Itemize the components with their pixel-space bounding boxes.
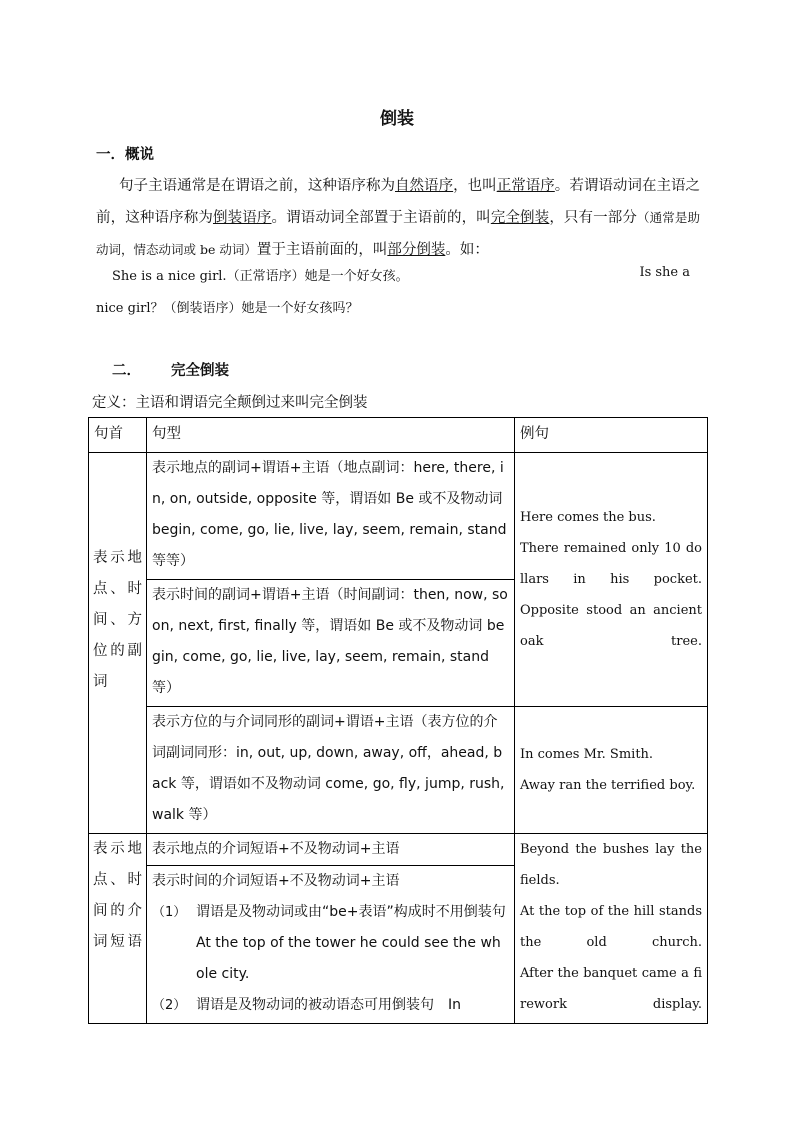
term-inverted-order: 倒装语序 [212, 210, 272, 226]
term-partial-inversion: 部分倒装 [387, 242, 446, 258]
note-item: （2） 谓语是及物动词的被动语态可用倒装句 In [152, 997, 462, 1013]
header-sentence-start: 句首 [89, 418, 147, 453]
section2-heading [112, 359, 229, 380]
example-normal-order: She is a nice girl.（正常语序）她是一个好女孩。 [112, 269, 409, 284]
section2-number: 二． [112, 363, 141, 379]
example-inverted-end: nice girl？（倒装语序）她是一个好女孩吗？ [96, 301, 359, 316]
para-text: 。谓语动词全部置于主语前的，叫 [271, 210, 491, 226]
header-pattern: 句型 [147, 418, 515, 453]
para-text: 。如： [445, 242, 489, 258]
definition-text: 定义：主语和谓语完全颠倒过来叫完全倒装 [92, 395, 368, 411]
table-row [89, 834, 708, 866]
table-row [89, 453, 708, 580]
note-item: （1） 谓语是及物动词或由“be+表语”构成时不用倒装句 At the top of the tower he could see the whole city. [152, 904, 520, 982]
examples-prep-phrases [515, 834, 708, 1024]
pattern-direction-adverb: 表示方位的与介词同形的副词+谓语+主语（表方位的介词副词同形：in, out, up, down, away, off，ahead, back 等，谓语如不及物动词 come, go, fly, jump, rush, walk 等） [147, 707, 515, 834]
para-text: 置于主语前面的，叫 [256, 242, 388, 258]
example-item: Beyond the bushes lay the fields. [520, 842, 702, 888]
term-full-inversion: 完全倒装 [490, 210, 550, 226]
pattern-time-prep: 表示时间的介词短语+不及物动词+主语 （1） 谓语是及物动词或由“be+表语”构成时不用倒装句 At the top of the tower he could see the whole city. （2） 谓语是及物动词的被动语态可用倒装句 In [147, 866, 515, 1024]
para-note: （通常是助动词，情态动词或 be 动词） [96, 210, 701, 257]
pattern-place-prep: 表示地点的介词短语+不及物动词+主语 [147, 834, 515, 866]
para-text: 。若谓语动词在主语之前，这种语序称为 [96, 178, 701, 226]
section2-title: 完全倒装 [171, 363, 229, 379]
example-item: After the banquet came a firework display. [520, 966, 702, 1012]
inversion-table [88, 417, 708, 1024]
example-item: At the top of the hill stands the old church. [520, 904, 702, 950]
example-item: There remained only 10 dollars in his pocket. [520, 541, 702, 587]
examples-direction [515, 707, 708, 834]
example-item: Away ran the terrified boy. [520, 778, 696, 793]
para-text: ，只有一部分 [549, 210, 638, 226]
para-text: ，也叫 [453, 178, 497, 194]
example-line-1 [112, 265, 690, 284]
example-item: Opposite stood an ancient oak tree. [520, 603, 702, 649]
pattern-place-adverb: 表示地点的副词+谓语+主语（地点副词：here, there, in, on, outside, opposite 等，谓语如 Be 或不及物动词 begin, come, go, lie, live, lay, seem, remain, stand 等等） [147, 453, 515, 580]
table-header-row [89, 418, 708, 453]
category-adverbs: 表示地点、时间、方位的副词 [89, 453, 147, 834]
example-item: Here comes the bus. [520, 510, 656, 525]
table-row [89, 707, 708, 834]
para-text: 句子主语通常是在谓语之前，这种语序称为 [119, 178, 395, 194]
header-example: 例句 [515, 418, 708, 453]
example-inverted-start: Is she a [639, 265, 690, 280]
pattern-time-adverb: 表示时间的副词+谓语+主语（时间副词：then, now, soon, next, first, finally 等，谓语如 Be 或不及物动词 begin, come, go, lie, live, lay, seem, remain, stand 等） [147, 580, 515, 707]
term-natural-order: 自然语序 [395, 178, 454, 194]
examples-adverbs [515, 453, 708, 707]
example-item: In comes Mr. Smith. [520, 747, 654, 762]
category-prep-phrases: 表示地点、时间的介词短语 [89, 834, 147, 1024]
page-title: 倒装 [380, 109, 414, 129]
term-normal-order: 正常语序 [496, 178, 555, 194]
section1-paragraph [96, 170, 700, 266]
section1-heading: 一．概说 [96, 147, 154, 163]
